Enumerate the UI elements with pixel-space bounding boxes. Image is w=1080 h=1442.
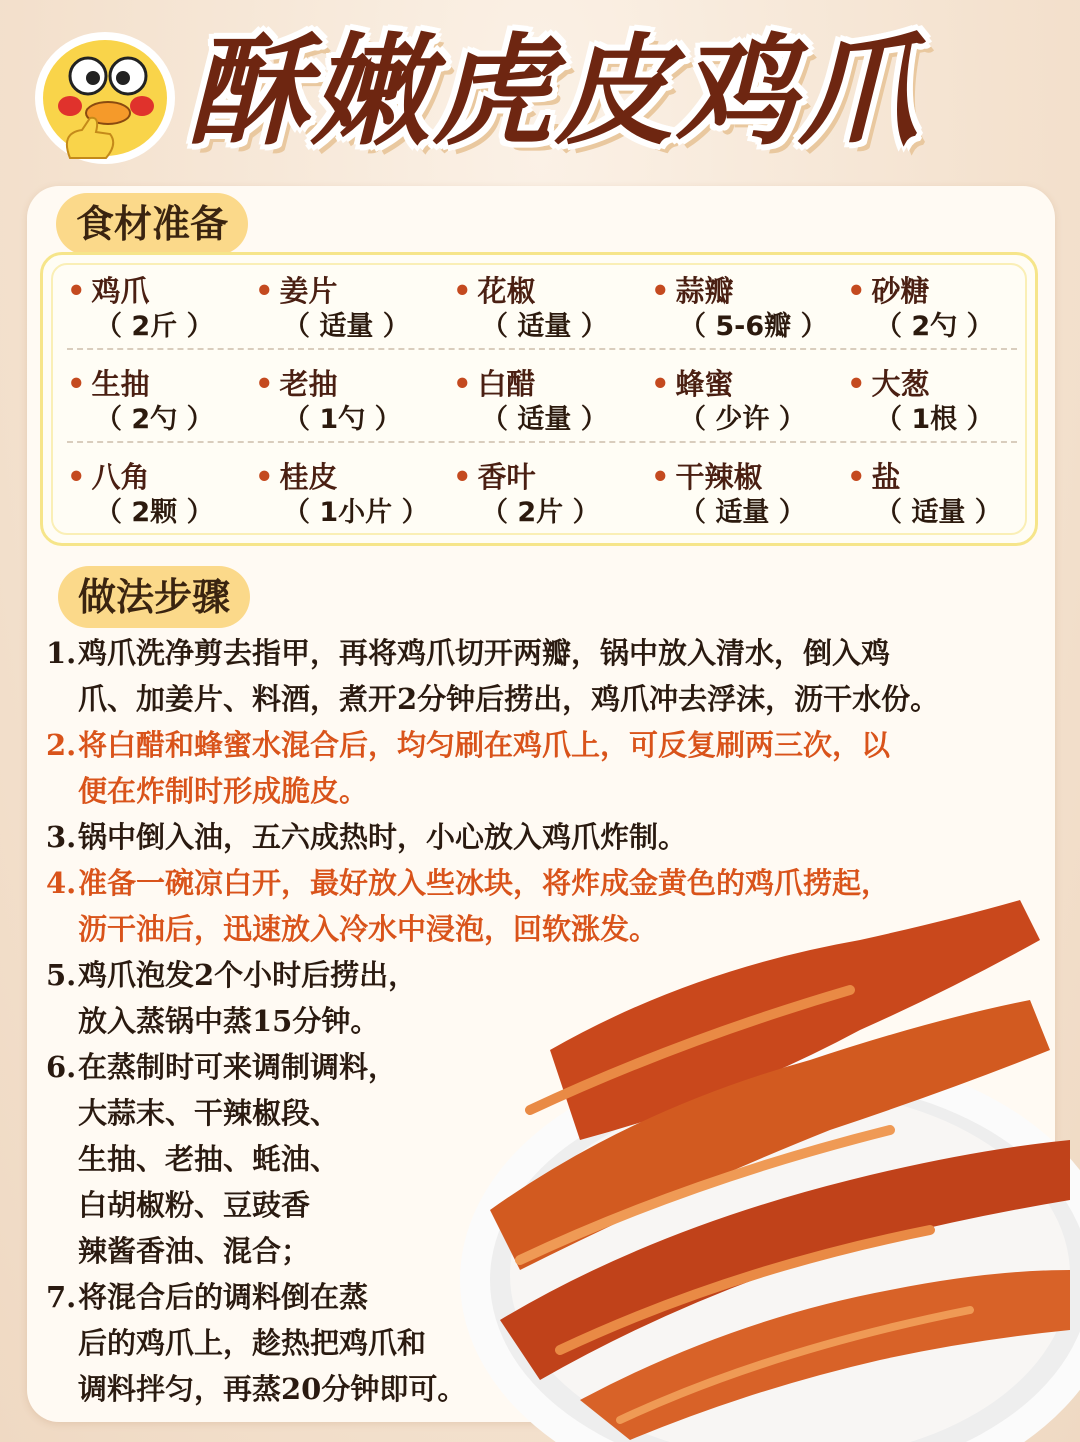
- bullet-dot-icon: •: [847, 274, 866, 308]
- bullet-dot-icon: •: [67, 274, 86, 308]
- ingredient-name: 盐: [871, 460, 901, 494]
- page-title: 酥嫩虎皮鸡爪: [188, 23, 920, 162]
- ingredient-quantity: （ 5-6瓣 ）: [679, 311, 828, 342]
- ingredient-item: [847, 459, 1037, 539]
- step-text-line: 沥干油后，迅速放入冷水中浸泡，回软涨发。: [78, 912, 659, 946]
- ingredient-name: 蒜瓣: [675, 274, 734, 308]
- recipe-step: [46, 1044, 1066, 1274]
- ingredient-quantity: （ 2勺 ）: [875, 311, 994, 342]
- step-text-line: 鸡爪洗净剪去指甲，再将鸡爪切开两瓣，锅中放入清水，倒入鸡: [78, 636, 891, 670]
- ingredient-item: [67, 273, 257, 353]
- ingredient-item: [453, 366, 643, 446]
- step-text-line: 后的鸡爪上，趁热把鸡爪和: [78, 1326, 427, 1360]
- ingredient-item: [651, 459, 841, 539]
- ingredient-item: [651, 366, 841, 446]
- step-text-line: 生抽、老抽、蚝油、: [78, 1142, 340, 1176]
- step-number: 3.: [46, 820, 77, 854]
- ingredient-quantity: （ 适量 ）: [679, 497, 806, 528]
- ingredient-name: 大葱: [871, 367, 930, 401]
- recipe-step: [46, 814, 1066, 860]
- steps-list: [46, 630, 1066, 1412]
- ingredient-item: [67, 366, 257, 446]
- step-text-line: 准备一碗凉白开，最好放入些冰块，将炸成金黄色的鸡爪捞起，: [78, 866, 891, 900]
- ingredient-row: [67, 255, 1017, 350]
- ingredient-item: [255, 366, 445, 446]
- recipe-step: [46, 860, 1066, 952]
- ingredient-quantity: （ 少许 ）: [679, 404, 806, 435]
- ingredient-item: [847, 273, 1037, 353]
- duck-thumbs-up-icon: [30, 18, 180, 168]
- bullet-dot-icon: •: [847, 367, 866, 401]
- ingredients-heading: 食材准备: [56, 193, 248, 255]
- step-text-line: 爪、加姜片、料酒，煮开2分钟后捞出，鸡爪冲去浮沫，沥干水份。: [78, 682, 940, 716]
- ingredient-name: 香叶: [477, 460, 536, 494]
- step-text-line: 便在炸制时形成脆皮。: [78, 774, 369, 808]
- bullet-dot-icon: •: [67, 460, 86, 494]
- step-text-line: 锅中倒入油，五六成热时，小心放入鸡爪炸制。: [78, 820, 688, 854]
- recipe-step: [46, 722, 1066, 814]
- ingredient-row: [67, 441, 1017, 534]
- ingredient-quantity: （ 适量 ）: [875, 497, 1002, 528]
- ingredient-name: 八角: [91, 460, 150, 494]
- ingredient-name: 生抽: [91, 367, 150, 401]
- ingredient-name: 砂糖: [871, 274, 930, 308]
- ingredient-name: 蜂蜜: [675, 367, 734, 401]
- step-number: 7.: [46, 1280, 77, 1314]
- steps-heading: 做法步骤: [58, 566, 250, 628]
- ingredients-box: [40, 252, 1038, 546]
- recipe-step: [46, 630, 1066, 722]
- step-number: 6.: [46, 1050, 77, 1084]
- step-text-line: 辣酱香油、混合；: [78, 1234, 311, 1268]
- recipe-step: [46, 1274, 1066, 1412]
- step-text-line: 将白醋和蜂蜜水混合后，均匀刷在鸡爪上，可反复刷两三次，以: [78, 728, 891, 762]
- bullet-dot-icon: •: [255, 274, 274, 308]
- ingredient-quantity: （ 适量 ）: [481, 404, 608, 435]
- ingredient-quantity: （ 1小片 ）: [283, 497, 429, 528]
- step-text-line: 大蒜末、干辣椒段、: [78, 1096, 340, 1130]
- step-text-line: 放入蒸锅中蒸15分钟。: [78, 1004, 380, 1038]
- step-text-line: 调料拌匀，再蒸20分钟即可。: [78, 1372, 467, 1406]
- ingredient-name: 桂皮: [279, 460, 338, 494]
- ingredient-item: [255, 459, 445, 539]
- ingredient-item: [651, 273, 841, 353]
- bullet-dot-icon: •: [651, 460, 670, 494]
- step-number: 1.: [46, 636, 77, 670]
- bullet-dot-icon: •: [453, 274, 472, 308]
- bullet-dot-icon: •: [651, 274, 670, 308]
- ingredient-name: 干辣椒: [675, 460, 763, 494]
- bullet-dot-icon: •: [651, 367, 670, 401]
- ingredient-quantity: （ 2片 ）: [481, 497, 600, 528]
- ingredient-quantity: （ 2勺 ）: [95, 404, 214, 435]
- bullet-dot-icon: •: [255, 460, 274, 494]
- step-text-line: 鸡爪泡发2个小时后捞出，: [78, 958, 418, 992]
- bullet-dot-icon: •: [255, 367, 274, 401]
- ingredient-item: [847, 366, 1037, 446]
- ingredient-quantity: （ 适量 ）: [481, 311, 608, 342]
- ingredient-quantity: （ 2颗 ）: [95, 497, 214, 528]
- ingredient-name: 白醋: [477, 367, 536, 401]
- ingredient-name: 花椒: [477, 274, 536, 308]
- step-text-line: 在蒸制时可来调制调料，: [78, 1050, 398, 1084]
- ingredient-item: [453, 459, 643, 539]
- bullet-dot-icon: •: [453, 367, 472, 401]
- ingredient-quantity: （ 适量 ）: [283, 311, 410, 342]
- recipe-step: [46, 952, 1066, 1044]
- bullet-dot-icon: •: [67, 367, 86, 401]
- ingredient-item: [453, 273, 643, 353]
- ingredient-row: [67, 348, 1017, 443]
- step-number: 4.: [46, 866, 77, 900]
- ingredient-item: [255, 273, 445, 353]
- step-text-line: 白胡椒粉、豆豉香: [78, 1188, 311, 1222]
- step-text-line: 将混合后的调料倒在蒸: [78, 1280, 369, 1314]
- ingredient-quantity: （ 1根 ）: [875, 404, 994, 435]
- step-number: 5.: [46, 958, 77, 992]
- step-number: 2.: [46, 728, 77, 762]
- ingredient-name: 鸡爪: [91, 274, 150, 308]
- bullet-dot-icon: •: [453, 460, 472, 494]
- bullet-dot-icon: •: [847, 460, 866, 494]
- ingredient-item: [67, 459, 257, 539]
- ingredient-name: 老抽: [279, 367, 338, 401]
- ingredient-name: 姜片: [279, 274, 338, 308]
- ingredient-quantity: （ 2斤 ）: [95, 311, 214, 342]
- ingredient-quantity: （ 1勺 ）: [283, 404, 402, 435]
